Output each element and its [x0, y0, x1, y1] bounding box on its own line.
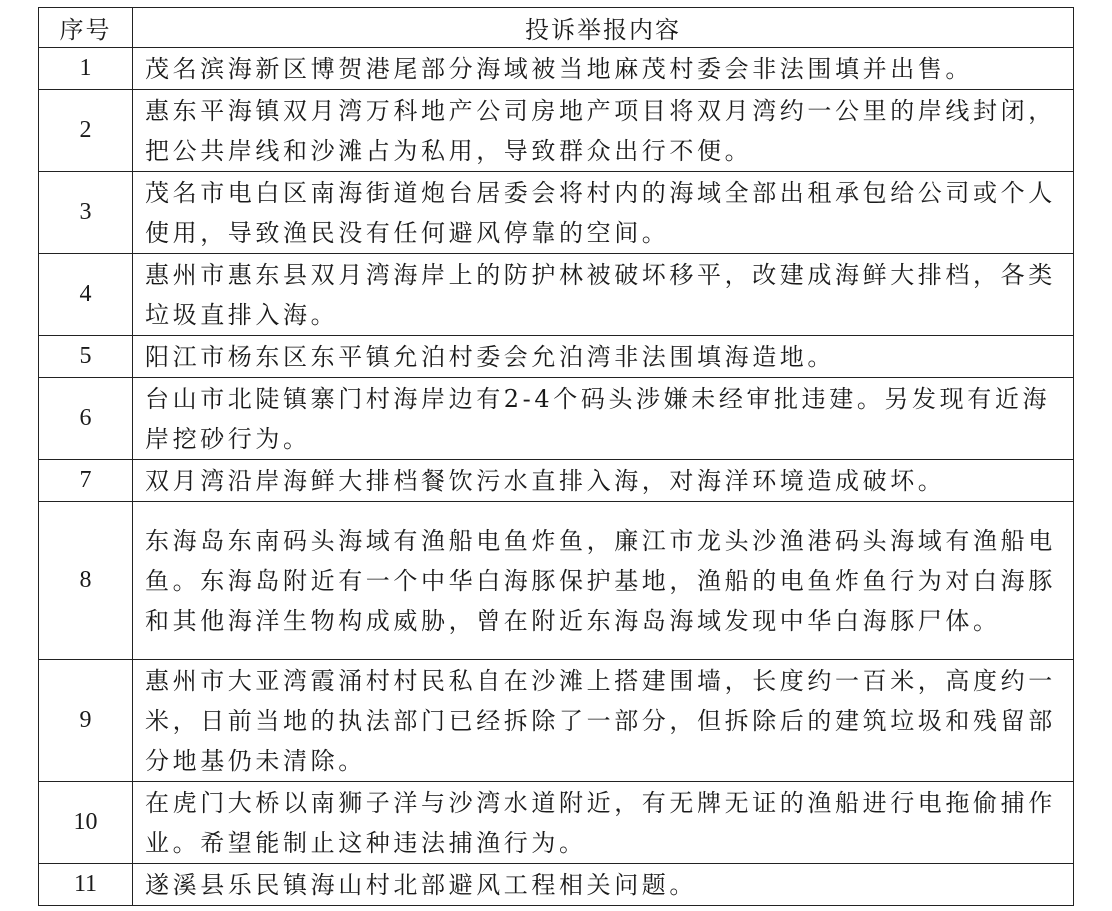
table-row — [39, 90, 1074, 172]
row-number: 5 — [39, 336, 133, 378]
table-row — [39, 172, 1074, 254]
table-row — [39, 254, 1074, 336]
row-content: 茂名市电白区南海街道炮台居委会将村内的海域全部出租承包给公司或个人使用，导致渔民没有任何避风停靠的空间。 — [133, 172, 1074, 254]
row-number: 11 — [39, 864, 133, 906]
row-content: 惠州市惠东县双月湾海岸上的防护林被破坏移平，改建成海鲜大排档，各类垃圾直排入海。 — [133, 254, 1074, 336]
row-content: 惠东平海镇双月湾万科地产公司房地产项目将双月湾约一公里的岸线封闭，把公共岸线和沙滩占为私用，导致群众出行不便。 — [133, 90, 1074, 172]
table-row — [39, 48, 1074, 90]
row-content: 东海岛东南码头海域有渔船电鱼炸鱼，廉江市龙头沙渔港码头海域有渔船电鱼。东海岛附近有一个中华白海豚保护基地，渔船的电鱼炸鱼行为对白海豚和其他海洋生物构成威胁，曾在附近东海岛海域发现中华白海豚尸体。 — [133, 502, 1074, 660]
table-row — [39, 336, 1074, 378]
complaints-table — [38, 7, 1074, 906]
row-content: 双月湾沿岸海鲜大排档餐饮污水直排入海，对海洋环境造成破坏。 — [133, 460, 1074, 502]
row-number: 7 — [39, 460, 133, 502]
row-content: 在虎门大桥以南狮子洋与沙湾水道附近，有无牌无证的渔船进行电拖偷捕作业。希望能制止这种违法捕渔行为。 — [133, 782, 1074, 864]
row-number: 2 — [39, 90, 133, 172]
row-number: 8 — [39, 502, 133, 660]
row-number: 1 — [39, 48, 133, 90]
row-content: 茂名滨海新区博贺港尾部分海域被当地麻茂村委会非法围填并出售。 — [133, 48, 1074, 90]
row-content: 阳江市杨东区东平镇允泊村委会允泊湾非法围填海造地。 — [133, 336, 1074, 378]
row-content: 惠州市大亚湾霞涌村村民私自在沙滩上搭建围墙，长度约一百米，高度约一米，日前当地的执法部门已经拆除了一部分，但拆除后的建筑垃圾和残留部分地基仍未清除。 — [133, 660, 1074, 782]
table-row — [39, 782, 1074, 864]
row-content: 遂溪县乐民镇海山村北部避风工程相关问题。 — [133, 864, 1074, 906]
table-row — [39, 460, 1074, 502]
table-row — [39, 502, 1074, 660]
row-number: 3 — [39, 172, 133, 254]
row-number: 6 — [39, 378, 133, 460]
header-number: 序号 — [39, 8, 133, 48]
row-number: 9 — [39, 660, 133, 782]
header-row — [39, 8, 1074, 48]
header-content: 投诉举报内容 — [133, 8, 1074, 48]
row-number: 10 — [39, 782, 133, 864]
row-content: 台山市北陡镇寨门村海岸边有2-4个码头涉嫌未经审批违建。另发现有近海岸挖砂行为。 — [133, 378, 1074, 460]
table-row — [39, 660, 1074, 782]
table-row — [39, 864, 1074, 906]
row-number: 4 — [39, 254, 133, 336]
table-row — [39, 378, 1074, 460]
